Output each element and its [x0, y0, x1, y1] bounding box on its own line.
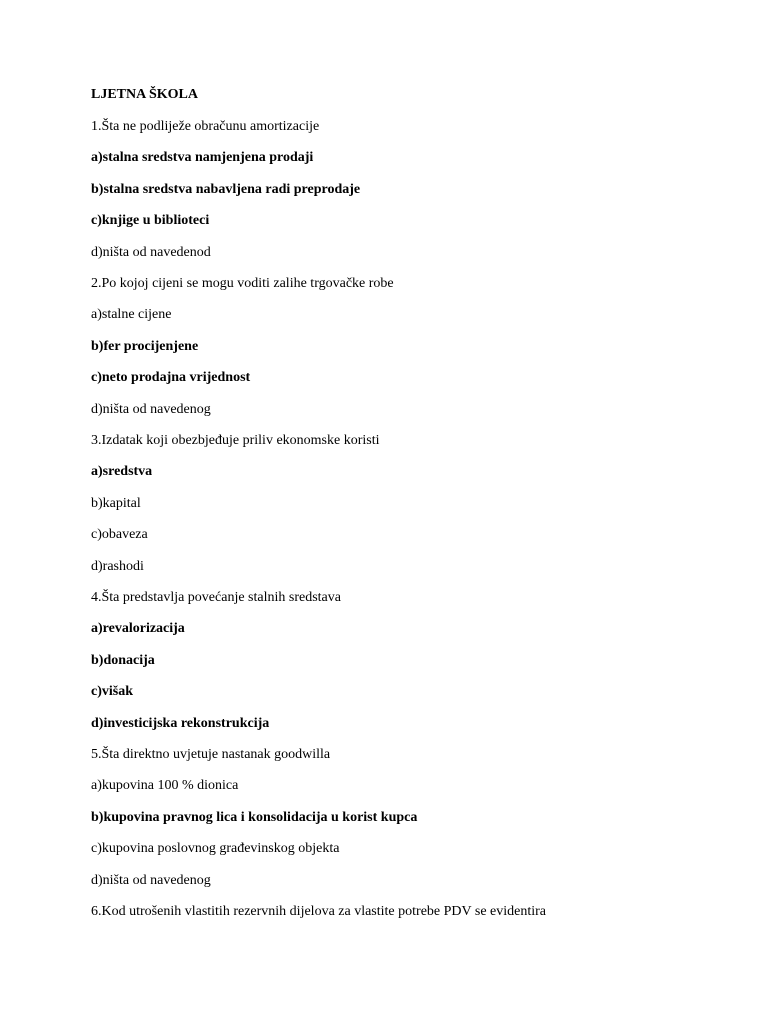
answer-option: b)kupovina pravnog lica i konsolidacija u korist kupca	[91, 809, 418, 825]
question-text: 4.Šta predstavlja povećanje stalnih sredstava	[91, 590, 341, 605]
question-text: 1.Šta ne podliježe obračunu amortizacije	[91, 119, 320, 134]
answer-option: b)stalna sredstva nabavljena radi preprodaje	[91, 181, 361, 197]
answer-option: c)višak	[91, 684, 133, 700]
document-title: LJETNA ŠKOLA	[91, 87, 198, 102]
answer-option: a)stalne cijene	[91, 307, 172, 323]
answer-option: c)kupovina poslovnog građevinskog objekta	[91, 841, 340, 857]
answer-option: b)fer procijenjene	[91, 338, 199, 354]
answer-option: c)neto prodajna vrijednost	[91, 370, 251, 386]
answer-option: a)stalna sredstva namjenjena prodaji	[91, 150, 314, 166]
answer-option: d)ništa od navedenog	[91, 872, 211, 888]
question-text: 3.Izdatak koji obezbjeđuje priliv ekonomske koristi	[91, 433, 380, 448]
answer-option: a)revalorizacija	[91, 621, 185, 637]
answer-option: b)kapital	[91, 495, 141, 511]
answer-option: a)kupovina 100 % dionica	[91, 778, 239, 794]
answer-option: d)ništa od navedenod	[91, 244, 211, 260]
question-text: 2.Po kojoj cijeni se mogu voditi zalihe trgovačke robe	[91, 276, 394, 291]
answer-option: d)ništa od navedenog	[91, 401, 211, 417]
question-text: 6.Kod utrošenih vlastitih rezervnih dijelova za vlastite potrebe PDV se evidentira	[91, 904, 547, 919]
answer-option: a)sredstva	[91, 464, 153, 480]
question-text: 5.Šta direktno uvjetuje nastanak goodwilla	[91, 747, 331, 762]
answer-option: d)rashodi	[91, 558, 144, 574]
answer-option: c)knjige u biblioteci	[91, 213, 210, 229]
answer-option: b)donacija	[91, 652, 155, 668]
answer-option: d)investicijska rekonstrukcija	[91, 715, 270, 731]
answer-option: c)obaveza	[91, 527, 148, 543]
